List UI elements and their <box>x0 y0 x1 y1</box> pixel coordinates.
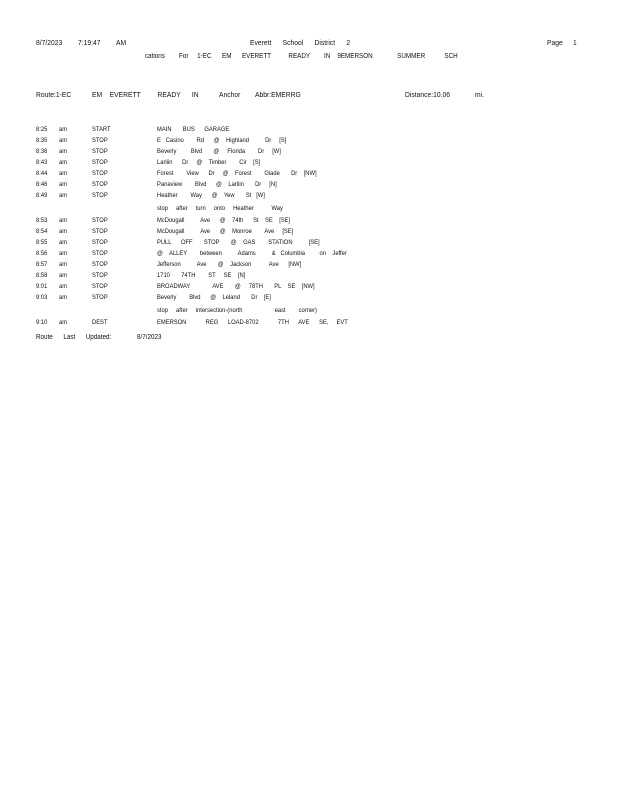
list-item <box>0 294 618 302</box>
stop-ampm: am <box>59 170 68 177</box>
route-name: EM EVERETT READY IN <box>92 90 199 99</box>
stop-description: Jefferson Ave @ Jackson Ave [NW] <box>157 261 302 268</box>
stop-time: 8:56 <box>36 250 48 257</box>
stop-ampm: am <box>59 192 68 199</box>
stop-time: 8:43 <box>36 159 48 166</box>
stop-description: @ ALLEY between Adams & Columbia on Jeffer <box>157 250 347 257</box>
stop-ampm: am <box>59 217 68 224</box>
stop-description: McDougall Ave @ 74th St SE [SE] <box>157 217 291 224</box>
stop-time: 8:57 <box>36 261 48 268</box>
stop-description: Heather Way @ Yew St [W] <box>157 192 265 199</box>
stop-type: STOP <box>92 192 108 199</box>
stop-time: 8:35 <box>36 137 48 144</box>
list-item <box>0 307 618 315</box>
stop-description: MAIN BUS GARAGE <box>157 126 230 133</box>
stop-ampm: am <box>59 148 68 155</box>
stop-ampm: am <box>59 239 68 246</box>
list-item <box>0 181 618 189</box>
stop-time: 8:58 <box>36 272 48 279</box>
stop-description: McDougall Ave @ Monroe Ave [SE] <box>157 228 294 235</box>
stop-type: STOP <box>92 137 108 144</box>
route-distance-unit: mi. <box>475 90 484 99</box>
stop-type: STOP <box>92 181 108 188</box>
footer-label: Route Last Updated: <box>36 334 112 341</box>
stop-description: Forest View Dr @ Forest Glade Dr [NW] <box>157 170 317 177</box>
stop-type: STOP <box>92 217 108 224</box>
list-item <box>0 159 618 167</box>
stop-time: 9:10 <box>36 319 48 326</box>
route-label: Route:1-EC <box>36 90 72 99</box>
route-anchor: Anchor <box>219 90 241 99</box>
report-ampm: AM <box>116 38 127 47</box>
stop-description: Larliin Dr @ Timber Cir [S] <box>157 159 261 166</box>
stop-ampm: am <box>59 159 68 166</box>
stop-type: STOP <box>92 261 108 268</box>
stop-description: Panaview Blvd @ Larliin Dr [N] <box>157 181 277 188</box>
stop-type: STOP <box>92 272 108 279</box>
stop-type: STOP <box>92 239 108 246</box>
stop-time: 8:25 <box>36 126 48 133</box>
list-item <box>0 250 618 258</box>
route-distance: Distance:10.06 <box>405 90 451 99</box>
stop-ampm: am <box>59 228 68 235</box>
stop-ampm: am <box>59 137 68 144</box>
stop-description: EMERSON REG LOAD-8702 7TH AVE SE, EVT <box>157 319 348 326</box>
district-title: Everett School District 2 <box>250 38 351 47</box>
stop-ampm: am <box>59 319 68 326</box>
stop-type: STOP <box>92 148 108 155</box>
report-subtitle: cations For 1-EC EM EVERETT READY IN 9EMERSON SUMMER SCH <box>145 53 458 60</box>
report-date: 8/7/2023 <box>36 38 63 47</box>
list-item <box>0 283 618 291</box>
stop-type: STOP <box>92 250 108 257</box>
stop-ampm: am <box>59 272 68 279</box>
list-item <box>0 228 618 236</box>
stop-description: 1710 74TH ST SE [N] <box>157 272 246 279</box>
stop-time: 8:55 <box>36 239 48 246</box>
page-number: 1 <box>573 38 577 47</box>
stop-time: 9:03 <box>36 294 48 301</box>
stop-time: 9:01 <box>36 283 48 290</box>
stop-time: 8:46 <box>36 181 48 188</box>
stop-type: STOP <box>92 294 108 301</box>
route-abbr: Abbr:EMERRG <box>255 90 301 99</box>
stop-type: DEST <box>92 319 108 326</box>
stop-time: 8:36 <box>36 148 48 155</box>
stop-description: E Casino Rd @ Highland Dr [S] <box>157 137 287 144</box>
stop-ampm: am <box>59 294 68 301</box>
stop-type: STOP <box>92 283 108 290</box>
stop-time: 8:54 <box>36 228 48 235</box>
stop-ampm: am <box>59 181 68 188</box>
stop-time: 8:53 <box>36 217 48 224</box>
stop-time: 8:49 <box>36 192 48 199</box>
stop-note: stop after intersection-(north east corner) <box>157 307 317 314</box>
stop-description: BROADWAY AVE @ 78TH PL SE [NW] <box>157 283 315 290</box>
footer-date: 8/7/2023 <box>137 334 162 341</box>
list-item <box>0 126 618 134</box>
list-item <box>0 205 618 213</box>
list-item <box>0 319 618 327</box>
stop-time: 8:44 <box>36 170 48 177</box>
stop-description: PULL OFF STOP @ GAS STATION [SE] <box>157 239 320 246</box>
stop-note: stop after turn onto Heather Way <box>157 205 283 212</box>
page-label: Page <box>547 38 563 47</box>
list-item <box>0 239 618 247</box>
stop-ampm: am <box>59 283 68 290</box>
stop-ampm: am <box>59 261 68 268</box>
list-item <box>0 192 618 200</box>
list-item <box>0 272 618 280</box>
list-item <box>0 217 618 225</box>
stop-description: Beverly Blvd @ Leland Dr [E] <box>157 294 271 301</box>
stop-ampm: am <box>59 126 68 133</box>
stop-type: STOP <box>92 159 108 166</box>
list-item <box>0 261 618 269</box>
stop-type: STOP <box>92 170 108 177</box>
list-item <box>0 137 618 145</box>
stop-type: START <box>92 126 111 133</box>
stop-description: Beverly Blvd @ Florida Dr [W] <box>157 148 281 155</box>
stop-ampm: am <box>59 250 68 257</box>
list-item <box>0 148 618 156</box>
stop-type: STOP <box>92 228 108 235</box>
list-item <box>0 170 618 178</box>
report-time: 7:19:47 <box>78 38 101 47</box>
